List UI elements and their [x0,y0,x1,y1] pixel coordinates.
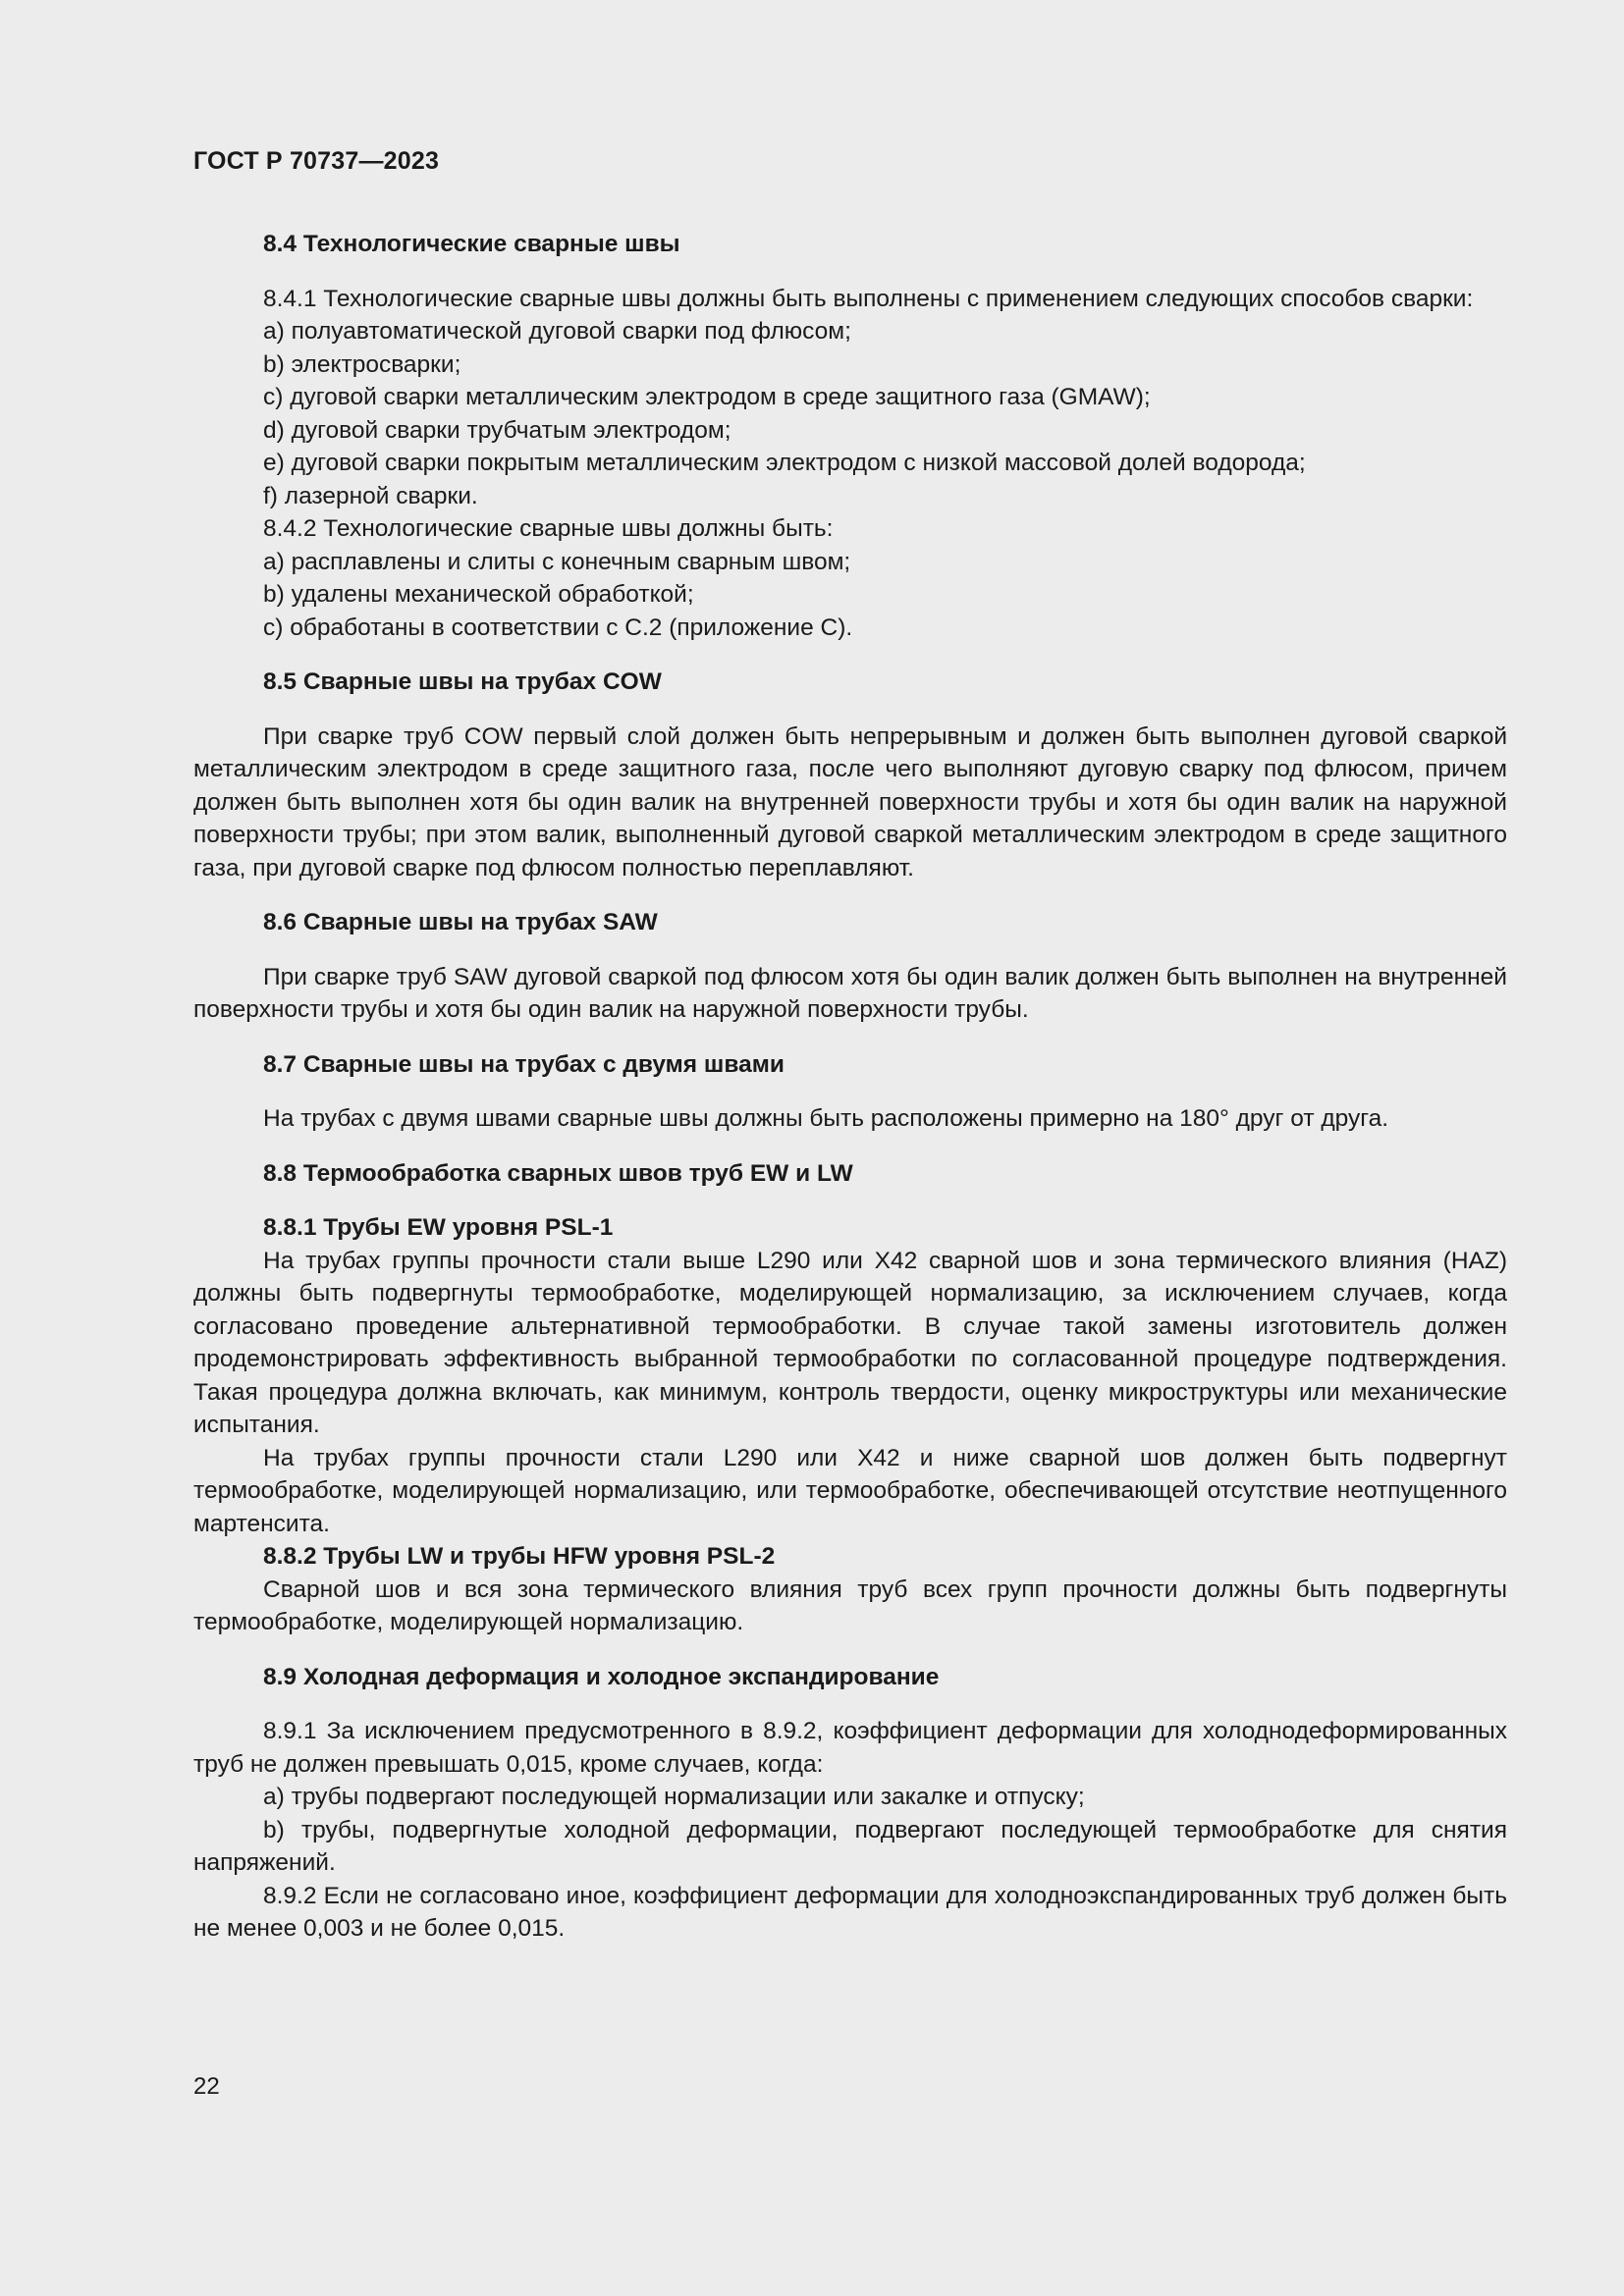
paragraph-8-8-1-a: На трубах группы прочности стали выше L290 или X42 сварной шов и зона термического влияния (HAZ) должны быть подвергнуты термообработке, моделирующей нормализацию, за исключением случаев, когда согласовано проведение альтернативной термообработки. В случае такой замены изготовитель должен продемонстрировать эффективность выбранной термообработки по согласованной процедуре подтверждения. Такая процедура должна включать, как минимум, контроль твердости, оценку микроструктуры или механические испытания. [193,1247,1507,1438]
paragraph-8-8-2: Сварной шов и вся зона термического влияния труб всех групп прочности должны быть подвергнуты термообработке, моделирующей нормализацию. [193,1575,1507,1635]
paragraph-8-5: При сварке труб COW первый слой должен быть непрерывным и должен быть выполнен дуговой сваркой металлическим электродом в среде защитного газа, после чего выполняют дуговую сварку под флюсом, причем должен быть выполнен хотя бы один валик на внутренней поверхности трубы и хотя бы один валик на наружной поверхности трубы; при этом валик, выполненный дуговой сваркой металлическим электродом в среде защитного газа, при дуговой сварке под флюсом полностью переплавляют. [193,722,1507,881]
section-8-8-title: 8.8 Термообработка сварных швов труб EW и LW [263,1159,853,1187]
paragraph-8-4-1: 8.4.1 Технологические сварные швы должны быть выполнены с применением следующих способов сварки: [263,285,1474,312]
subsection-8-8-1-title: 8.8.1 Трубы EW уровня PSL-1 [263,1214,614,1241]
paragraph-8-4-2: 8.4.2 Технологические сварные швы должны быть: [263,515,834,542]
paragraph-8-8-1-b: На трубах группы прочности стали L290 или X42 и ниже сварной шов должен быть подвергнут термообработке, моделирующей нормализацию, или термообработке, обеспечивающей отсутствие неотпущенного мартенсита. [193,1444,1507,1537]
paragraph-8-7: На трубах с двумя швами сварные швы должны быть расположены примерно на 180° друг от друга. [263,1105,1389,1132]
list-item: e) дуговой сварки покрытым металлическим электродом с низкой массовой долей водорода; [263,450,1306,476]
list-item: a) полуавтоматической дуговой сварки под флюсом; [263,318,851,345]
document-body [193,228,1507,1946]
page-number: 22 [193,2073,220,2100]
paragraph-8-9-1: 8.9.1 За исключением предусмотренного в 8.9.2, коэффициент деформации для холоднодеформированных труб не должен превышать 0,015, кроме случаев, когда: [193,1718,1507,1778]
section-8-7-title: 8.7 Сварные швы на трубах с двумя швами [263,1050,785,1078]
list-item: d) дуговой сварки трубчатым электродом; [263,416,731,444]
paragraph-8-9-2: 8.9.2 Если не согласовано иное, коэффициент деформации для холодноэкспандированных труб должен быть не менее 0,003 и не более 0,015. [193,1882,1507,1942]
section-8-6-title: 8.6 Сварные швы на трубах SAW [263,909,658,935]
section-8-9-title: 8.9 Холодная деформация и холодное экспандирование [263,1663,940,1690]
document-header: ГОСТ Р 70737—2023 [193,147,440,175]
list-item: c) обработаны в соответствии с С.2 (приложение С). [263,614,853,641]
list-item: b) удалены механической обработкой; [263,581,694,608]
list-item: c) дуговой сварки металлическим электродом в среде защитного газа (GMAW); [263,384,1151,410]
section-8-4-title: 8.4 Технологические сварные швы [263,231,680,257]
section-8-5-title: 8.5 Сварные швы на трубах COW [263,668,662,695]
list-item: f) лазерной сварки. [263,482,478,509]
list-item: b) электросварки; [263,350,461,378]
list-item: a) расплавлены и слиты с конечным сварным швом; [263,548,851,575]
list-item: a) трубы подвергают последующей нормализации или закалке и отпуску; [263,1784,1085,1810]
subsection-8-8-2-title: 8.8.2 Трубы LW и трубы HFW уровня PSL-2 [263,1543,776,1570]
paragraph-8-6: При сварке труб SAW дуговой сваркой под флюсом хотя бы один валик должен быть выполнен на внутренней поверхности трубы и хотя бы один валик на наружной поверхности трубы. [193,963,1507,1023]
list-item: b) трубы, подвергнутые холодной деформации, подвергают последующей термообработке для снятия напряжений. [193,1816,1507,1876]
